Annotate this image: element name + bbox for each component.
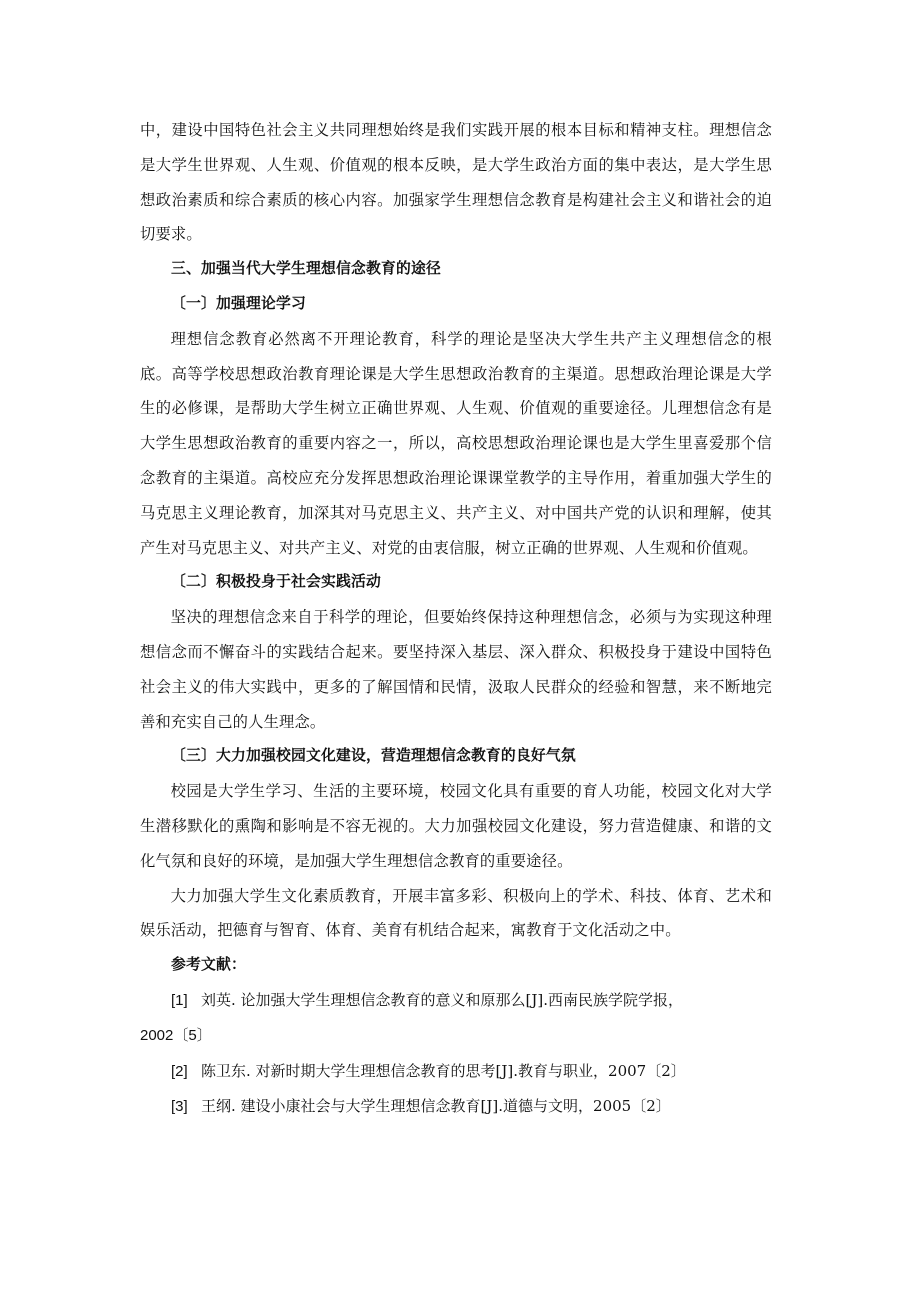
reference-number: [3] [171,1098,188,1116]
subsection-heading-3: 〔三〕大力加强校园文化建设，营造理想信念教育的良好气氛 [171,747,576,765]
reference-text: 王纲. 建设小康社会与大学生理想信念教育[J].道德与文明，2005〔2〕 [201,1097,671,1116]
references-heading: 参考文献： [171,956,246,974]
paragraph-intro-continuation: 中，建设中国特色社会主义共同理想始终是我们实践开展的根本目标和精神支柱。理想信念是大学生世界观、人生观、价值观的根本反映，是大学生政治方面的集中表达，是大学生思想政治素质和综合素质的核心内容。加强家学生理想信念教育是构建社会主义和谐社会的迫切要求。 [140,121,772,244]
document-page [140,113,772,1125]
subsection-heading-1: 〔一〕加强理论学习 [171,294,306,312]
reference-item [140,983,772,1019]
paragraph-social-practice: 坚决的理想信念来自于科学的理论，但要始终保持这种理想信念，必须与为实现这种理想信念而不懈奋斗的实践结合起来。要坚持深入基层、深入群众、积极投身于建设中国特色社会主义的伟大实践中，更多的了解国情和民情，汲取人民群众的经验和智慧，来不断地完善和充实自己的人生理念。 [140,608,772,731]
reference-item [140,1054,772,1090]
reference-continuation: 2002〔5〕 [140,1026,212,1044]
reference-text: 刘英. 论加强大学生理想信念教育的意义和原那么[J].西南民族学院学报， [201,990,684,1009]
reference-number: [1] [171,991,188,1009]
reference-number: [2] [171,1062,188,1080]
paragraph-theory-study: 理想信念教育必然离不开理论教育，科学的理论是坚决大学生共产主义理想信念的根底。高等学校思想政治教育理论课是大学生思想政治教育的主渠道。思想政治理论课是大学生的必修课，是帮助大学生树立正确世界观、人生观、价值观的重要途径。儿理想信念有是大学生思想政治教育的重要内容之一，所以，高校思想政治理论课也是大学生里喜爱那个信念教育的主渠道。高校应充分发挥思想政治理论课课堂教学的主导作用，着重加强大学生的马克思主义理论教育，加深其对马克思主义、共产主义、对中国共产党的认识和理解，使其产生对马克思主义、对共产主义、对党的由衷信服，树立正确的世界观、人生观和价值观。 [140,329,772,557]
section-heading-3: 三、加强当代大学生理想信念教育的途径 [171,260,441,278]
paragraph-campus-culture: 校园是大学生学习、生活的主要环境，校园文化具有重要的育人功能，校园文化对大学生潜移默化的熏陶和影响是不容无视的。大力加强校园文化建设，努力营造健康、和谐的文化气氛和良好的环境，是加强大学生理想信念教育的重要途径。 [140,782,772,870]
reference-item [140,1089,772,1125]
paragraph-cultural-quality: 大力加强大学生文化素质教育，开展丰富多彩、积极向上的学术、科技、体育、艺术和娱乐活动，把德育与智育、体育、美育有机结合起来，寓教育于文化活动之中。 [140,886,772,940]
reference-text: 陈卫东. 对新时期大学生理想信念教育的思考[J].教育与职业，2007〔2〕 [201,1061,686,1080]
subsection-heading-2: 〔二〕积极投身于社会实践活动 [171,573,381,591]
